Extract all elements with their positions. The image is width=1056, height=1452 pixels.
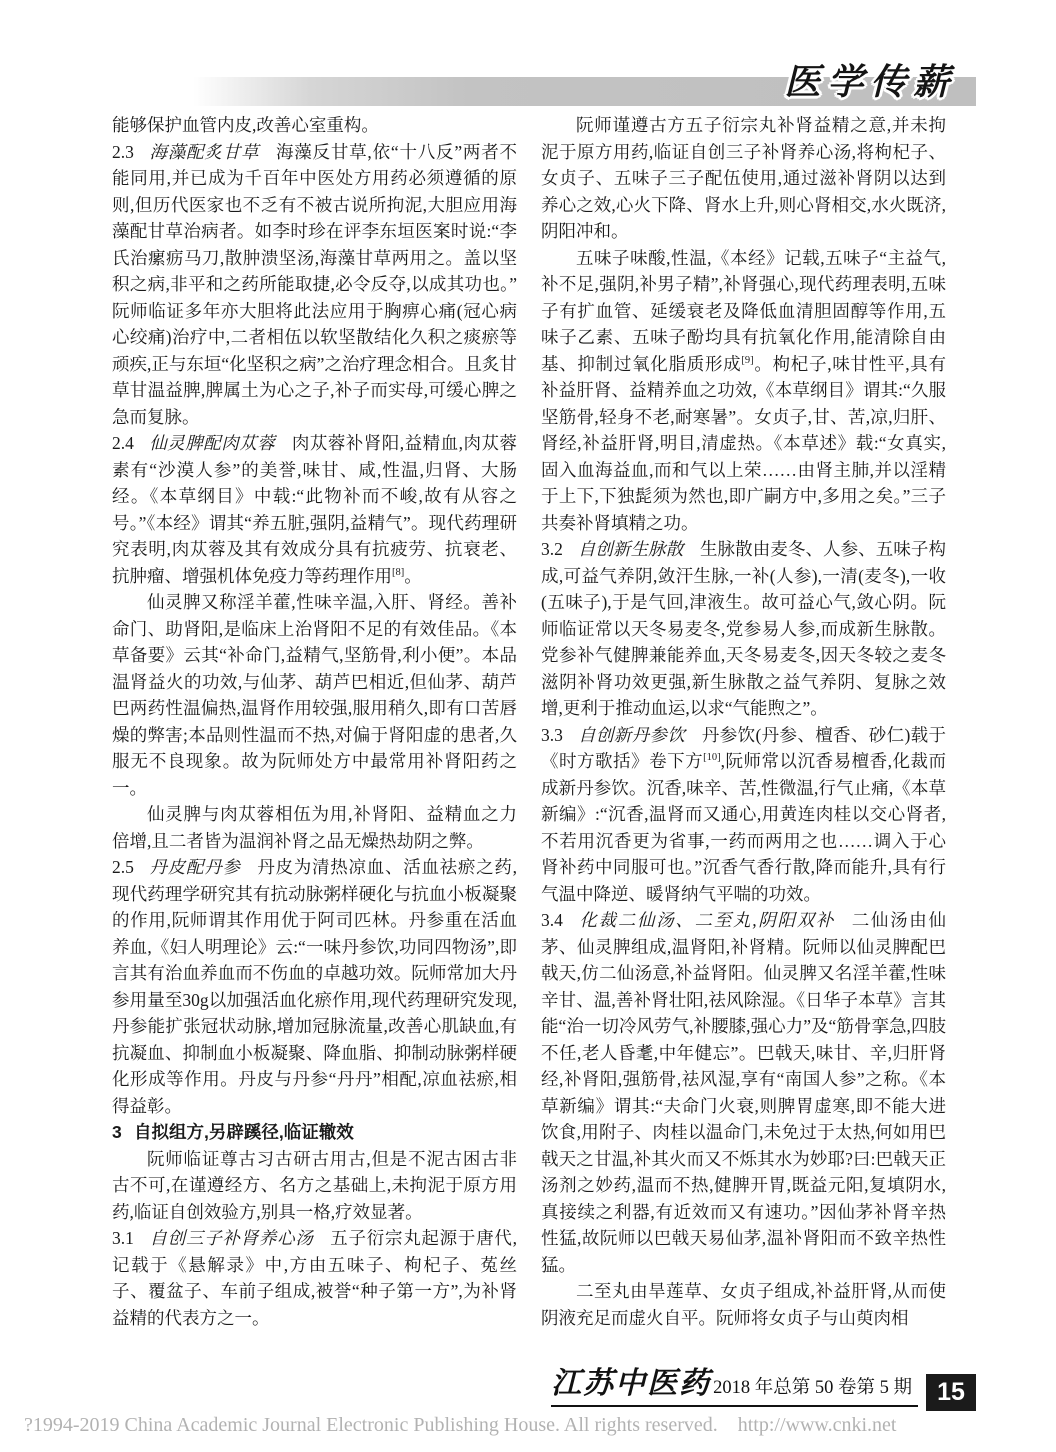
- section-heading: [112, 1119, 517, 1146]
- paragraph: 能够保护血管内皮,改善心室重构。: [112, 115, 379, 135]
- copyright-line: ?1994-2019 China Academic Journal Electronic Publishing House. All rights reserved. http://www.cnki.net: [24, 1414, 897, 1436]
- section-title-text: 自创三子补肾养心汤: [148, 1228, 314, 1248]
- section-title-text: 自拟组方,另辟蹊径,临证辙效: [133, 1122, 354, 1142]
- subsection-block: 3.4 化裁二仙汤、二至丸,阴阳双补 二仙汤由仙茅、仙灵脾组成,温肾阳,补肾精。阮师以仙灵脾配巴戟天,仿二仙汤意,补益肾阳。仙灵脾又名淫羊藿,性味辛甘、温,善补肾壮阳,祛风除湿。《日华子本草》言其能“治一切冷风劳气,补腰膝,强心力”及“筋骨挛急,四肢不任,老人昏耄,中年健忘”。巴戟天,味甘、辛,归肝肾经,补肾阳,强筋骨,祛风湿,享有“南国人参”之称。《本草新编》谓其:“夫命门火衰,则脾胃虚寒,即不能大进饮食,用附子、肉桂以温命门,未免过于太热,何如用巴戟天之甘温,补其火而又不烁其水为妙耶?曰:巴戟天正汤剂之妙药,温而不热,健脾开胃,既益元阳,复填阴水,真接续之利器,有近效而又有速功。”因仙茅补肾辛热性猛,故阮师以巴戟天易仙茅,温补肾阳而不致辛热性猛。: [541, 910, 946, 1275]
- section-title-text: 自创新丹参饮: [577, 724, 686, 745]
- section-title-text: 仙灵脾配肉苁蓉: [148, 433, 276, 453]
- section-title-text: 海藻配炙甘草: [148, 141, 260, 162]
- section-number: 2.4: [112, 433, 134, 453]
- section-title-text: 化裁二仙汤、二至丸,阴阳双补: [577, 910, 836, 930]
- section-number: 3: [112, 1122, 122, 1142]
- subsection-block: 3.2 自创新生脉散 生脉散由麦冬、人参、五味子构成,可益气养阴,敛汗生脉,一补(人参),一清(麦冬),一收(五味子),于是气回,津液生。故可益心气,敛心阴。阮师临证常以天冬易麦冬,党参易人参,而成新生脉散。党参补气健脾兼能养血,天冬易麦冬,因天冬较之麦冬滋阴补肾功效更强,新生脉散之益气养阴、复脉之效增,更利于推动血运,以求“气能煦之”。: [541, 539, 946, 718]
- paragraph: 二至丸由旱莲草、女贞子组成,补益肝肾,从而使阴液充足而虚火自平。阮师将女贞子与山萸肉相: [541, 1281, 946, 1328]
- section-number: 2.5: [112, 857, 134, 877]
- page-number-badge: 15: [926, 1374, 976, 1411]
- page-footer: [551, 1358, 976, 1407]
- journal-name: 江苏中医药: [551, 1367, 712, 1400]
- right-column: [541, 112, 946, 1352]
- issue-info: 2018 年总第 50 卷第 5 期: [713, 1378, 912, 1398]
- section-number: 3.3: [541, 724, 563, 745]
- paragraph: 仙灵脾又称淫羊藿,性味辛温,入肝、肾经。善补命门、助肾阳,是临床上治肾阳不足的有效佳品。《本草备要》云其“补命门,益精气,坚筋骨,利小便”。本品温肾益火的功效,与仙茅、葫芦巴相近,但仙茅、葫芦巴两药性温偏热,温肾作用较强,服用稍久,即有口苦唇燥的弊害;本品则性温而不热,对偏于肾阳虚的患者,久服无不良现象。故为阮师处方中最常用补肾阳药之一。: [112, 592, 517, 798]
- paragraph: 阮师谨遵古方五子衍宗丸补肾益精之意,并未拘泥于原方用药,临证自创三子补肾养心汤,将枸杞子、女贞子、五味子三子配伍使用,通过滋补肾阴以达到养心之效,心火下降、肾水上升,则心肾相交,水火既济,阴阳冲和。: [541, 115, 946, 241]
- subsection-block: 2.3 海藻配炙甘草 海藻反甘草,依“十八反”两者不能同用,并已成为千百年中医处方用药必须遵循的原则,但历代医家也不乏有不被古说所拘泥,大胆应用海藻配甘草治病者。如李时珍在评李东垣医案时说:“李氏治瘰疬马刀,散肿溃坚汤,海藻甘草两用之。盖以坚积之病,非平和之药所能取捷,必令反夺,以成其功也。”阮师临证多年亦大胆将此法应用于胸痹心痛(冠心病心绞痛)治疗中,二者相伍以软坚散结化久积之痰瘀等顽疾,正与东垣“化坚积之病”之治疗理念相合。且炙甘草甘温益脾,脾属土为心之子,补子而实母,可缓心脾之急而复脉。: [112, 141, 517, 427]
- citation-ref: [9]: [741, 354, 754, 366]
- footer-rule: [551, 1358, 918, 1407]
- section-title-text: 丹皮配丹参: [148, 857, 241, 877]
- article-body: [112, 112, 946, 1352]
- section-number: 3.1: [112, 1228, 134, 1248]
- left-column: [112, 112, 517, 1352]
- paragraph: 仙灵脾与肉苁蓉相伍为用,补肾阳、益精血之力倍增,且二者皆为温润补肾之品无燥热劫阴之弊。: [112, 804, 517, 851]
- subsection-block: 3.3 自创新丹参饮 丹参饮(丹参、檀香、砂仁)载于《时方歌括》卷下方[10],阮师常以沉香易檀香,化裁而成新丹参饮。沉香,味辛、苦,性微温,行气止痛,《本草新编》:“沉香,温肾而又通心,用黄连肉桂以交心肾者,不若用沉香更为省事,一药而两用之也……调入于心肾补药中同服可也。”沉香气香行散,降而能升,具有行气温中降逆、暖肾纳气平喘的功效。: [541, 724, 946, 904]
- column-section-title: 医学传薪: [782, 62, 965, 102]
- paragraph: 五味子味酸,性温,《本经》记载,五味子“主益气,补不足,强阴,补男子精”,补肾强心,现代药理表明,五味子有扩血管、延缓衰老及降低血清胆固醇等作用,五味子乙素、五味子酚均具有抗氧化作用,能清除自由基、抑制过氧化脂质形成[9]。枸杞子,味甘性平,具有补益肝肾、益精养血之功效,《本草纲目》谓其:“久服坚筋骨,轻身不老,耐寒暑”。女贞子,甘、苦,凉,归肝、肾经,补益肝肾,明目,清虚热。《本草述》载:“女真实,固入血海益血,而和气以上荣……由肾主肺,并以淫精于上下,下独髭须为然也,即广嗣方中,多用之矣。”三子共奏补肾填精之功。: [541, 247, 946, 533]
- subsection-block: 2.4 仙灵脾配肉苁蓉 肉苁蓉补肾阳,益精血,肉苁蓉素有“沙漠人参”的美誉,味甘、咸,性温,归肾、大肠经。《本草纲目》中载:“此物补而不峻,故有从容之号。”《本经》谓其“养五脏,强阴,益精气”。现代药理研究表明,肉苁蓉及其有效成分具有抗疲劳、抗衰老、抗肿瘤、增强机体免疫力等药理作用[8]。: [112, 433, 517, 586]
- section-number: 3.4: [541, 910, 563, 930]
- citation-ref: [10]: [703, 752, 721, 764]
- paragraph: 阮师临证尊古习古研古用古,但是不泥古困古非古不可,在谨遵经方、名方之基础上,未拘泥于原方用药,临证自创效验方,别具一格,疗效显著。: [112, 1148, 517, 1222]
- subsection-block: 3.1 自创三子补肾养心汤 五子衍宗丸起源于唐代,记载于《悬解录》中,方由五味子、枸杞子、菟丝子、覆盆子、车前子组成,被誉“种子第一方”,为补肾益精的代表方之一。: [112, 1228, 517, 1328]
- subsection-block: 2.5 丹皮配丹参 丹皮为清热凉血、活血祛瘀之药,现代药理学研究其有抗动脉粥样硬化与抗血小板凝聚的作用,阮师谓其作用优于阿司匹林。丹参重在活血养血,《妇人明理论》云:“一味丹参饮,功同四物汤”,即言其有治血养血而不伤血的卓越功效。阮师常加大丹参用量至30g以加强活血化瘀作用,现代药理研究发现,丹参能扩张冠状动脉,增加冠脉流量,改善心肌缺血,有抗凝血、抑制血小板凝聚、降血脂、抑制动脉粥样硬化形成等作用。丹皮与丹参“丹丹”相配,凉血祛瘀,相得益彰。: [112, 857, 517, 1116]
- citation-ref: [8]: [392, 566, 405, 578]
- section-number: 2.3: [112, 141, 134, 162]
- section-title-text: 自创新生脉散: [577, 539, 684, 559]
- section-number: 3.2: [541, 539, 563, 559]
